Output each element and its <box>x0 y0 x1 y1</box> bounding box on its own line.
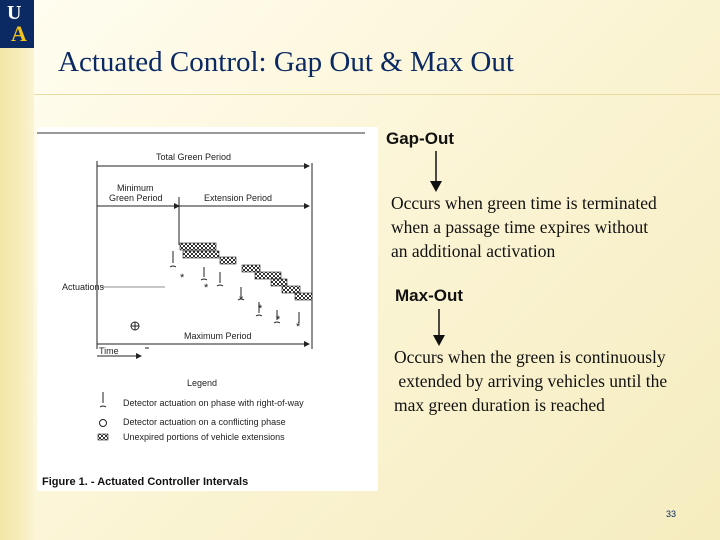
slide-title: Actuated Control: Gap Out & Max Out <box>58 46 514 78</box>
total-green-label: Total Green Period <box>156 152 232 162</box>
max-out-heading: Max-Out <box>395 286 463 305</box>
university-logo <box>0 0 34 48</box>
max-out-description: Occurs when the green is continuously extended by arriving vehicles until the max green duration is reached <box>394 347 668 415</box>
title-divider <box>34 94 720 95</box>
legend-hatch-icon <box>98 434 108 440</box>
minimum-label-1: Minimum <box>117 183 154 193</box>
logo-letter-u: U <box>7 2 22 24</box>
svg-text:*: * <box>180 272 185 284</box>
extension-staircase <box>180 243 312 300</box>
gap-out-description: Occurs when green time is terminated when a passage time expires without an additional activation <box>391 193 657 261</box>
slide-sidebar <box>0 0 34 540</box>
max-out-arrow <box>429 309 449 347</box>
actuations-label: Actuations <box>62 282 105 292</box>
extension-label: Extension Period <box>204 193 273 203</box>
legend-conflict-icon <box>100 420 107 427</box>
time-label: Time <box>99 346 119 356</box>
svg-text:*: * <box>204 282 209 294</box>
svg-text:*: * <box>296 321 301 333</box>
logo-letter-a: A <box>11 21 27 46</box>
figure-caption: Figure 1. - Actuated Controller Intervals <box>42 476 249 488</box>
legend-item-1: Detector actuation on phase with right-of-way <box>123 398 304 408</box>
svg-text:*: * <box>276 314 281 326</box>
figure-diagram <box>37 127 378 491</box>
svg-text:*: * <box>258 303 263 315</box>
legend-item-3: Unexpired portions of vehicle extensions <box>123 432 285 442</box>
gap-out-arrow <box>426 151 446 193</box>
svg-text:*: * <box>239 294 244 306</box>
gap-out-heading: Gap-Out <box>386 129 454 148</box>
legend-item-2: Detector actuation on a conflicting phase <box>123 417 286 427</box>
minimum-label-2: Green Period <box>109 193 163 203</box>
legend-title: Legend <box>187 378 218 388</box>
maximum-label: Maximum Period <box>184 331 252 341</box>
page-number: 33 <box>666 509 677 519</box>
actuated-controller-figure <box>37 127 378 491</box>
